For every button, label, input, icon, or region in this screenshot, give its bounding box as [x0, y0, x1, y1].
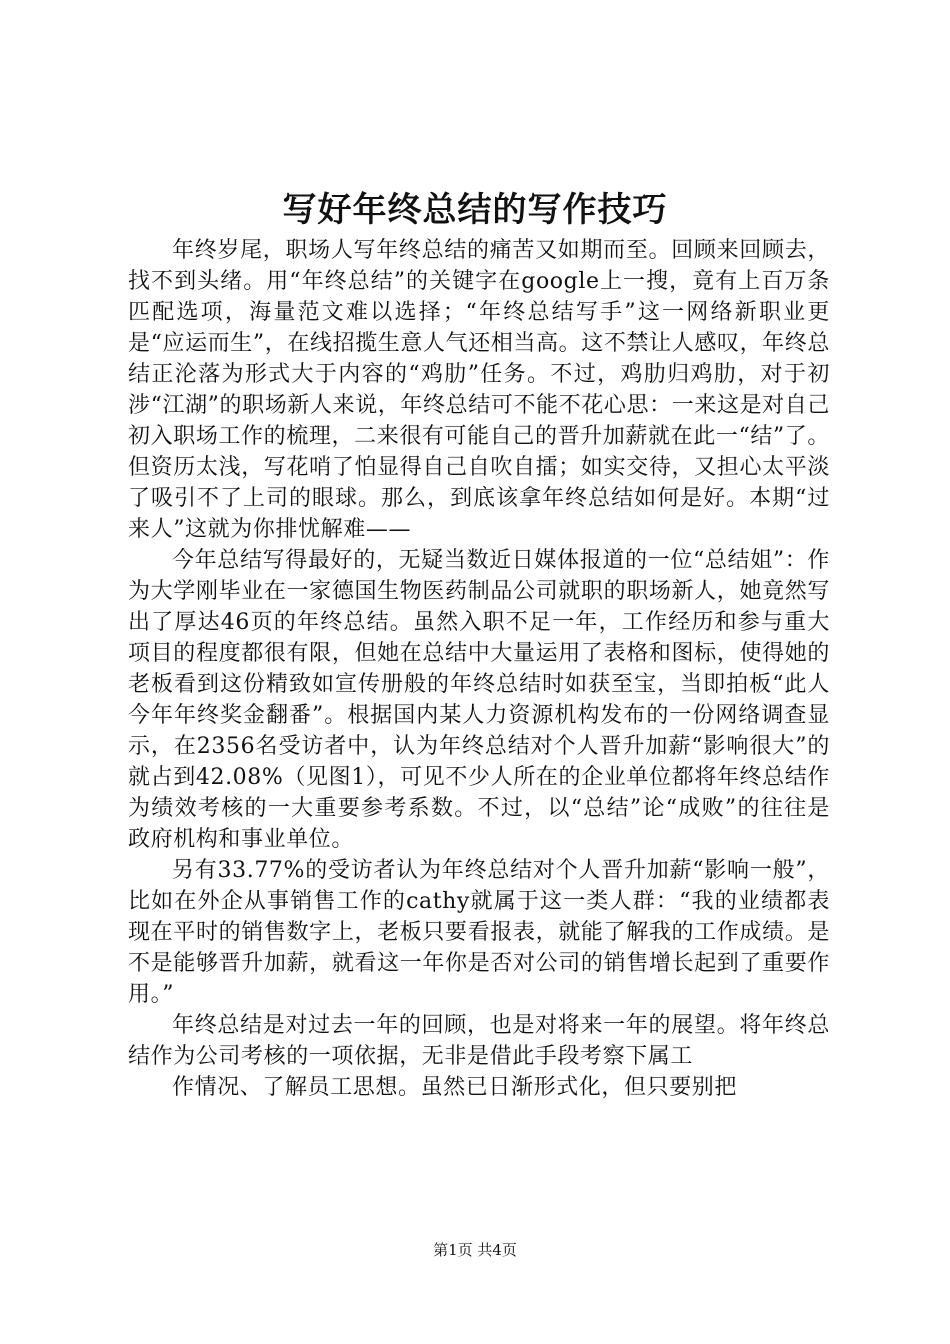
document-body [128, 235, 830, 1103]
paragraph-intro: 年终岁尾，职场人写年终总结的痛苦又如期而至。回顾来回顾去，找不到头绪。用“年终总结”的关键字在google上一搜，竟有上百万条匹配选项，海量范文难以选择；“年终总结写手”这一网络新职业更是“应运而生”，在线招揽生意人气还相当高。这不禁让人感叹，年终总结正沦落为形式大于内容的“鸡肋”任务。不过，鸡肋归鸡肋，对于初涉“江湖”的职场新人来说，年终总结可不能不花心思：一来这是对自己初入职场工作的梳理，二来很有可能自己的晋升加薪就在此一“结”了。但资历太浅，写花哨了怕显得自己自吹自擂；如实交待，又担心太平淡了吸引不了上司的眼球。那么，到底该拿年终总结如何是好。本期“过来人”这就为你排忧解难—— [128, 238, 830, 542]
paragraph-continued: 作情况、了解员工思想。虽然已日渐形式化，但只要别把 [172, 1075, 738, 1100]
paragraph-review-outlook: 年终总结是对过去一年的回顾，也是对将来一年的展望。将年终总结作为公司考核的一项依据，无非是借此手段考察下属工 [128, 1013, 830, 1069]
paragraph-survey-general: 另有33.77%的受访者认为年终总结对个人晋升加薪“影响一般”，比如在外企从事销售工作的cathy就属于这一类人群：“我的业绩都表现在平时的销售数字上，老板只要看报表，就能了解我的工作成绩。是不是能够晋升加薪，就看这一年你是否对公司的销售增长起到了重要作用。” [128, 858, 830, 1007]
document-title: 写好年终总结的写作技巧 [282, 190, 668, 230]
paragraph-summary-sister: 今年总结写得最好的，无疑当数近日媒体报道的一位“总结姐”：作为大学刚毕业在一家德国生物医药制品公司就职的职场新人，她竟然写出了厚达46页的年终总结。虽然入职不足一年，工作经历和参与重大项目的程度都很有限，但她在总结中大量运用了表格和图标，使得她的老板看到这份精致如宣传册般的年终总结时如获至宝，当即拍板“此人今年年终奖金翻番”。根据国内某人力资源机构发布的一份网络调查显示，在2356名受访者中，认为年终总结对个人晋升加薪“影响很大”的就占到42.08%（见图1），可见不少人所在的企业单位都将年终总结作为绩效考核的一大重要参考系数。不过，以“总结”论“成败”的往往是政府机构和事业单位。 [128, 548, 830, 852]
page-footer: 第1页 共4页 [433, 1241, 517, 1259]
